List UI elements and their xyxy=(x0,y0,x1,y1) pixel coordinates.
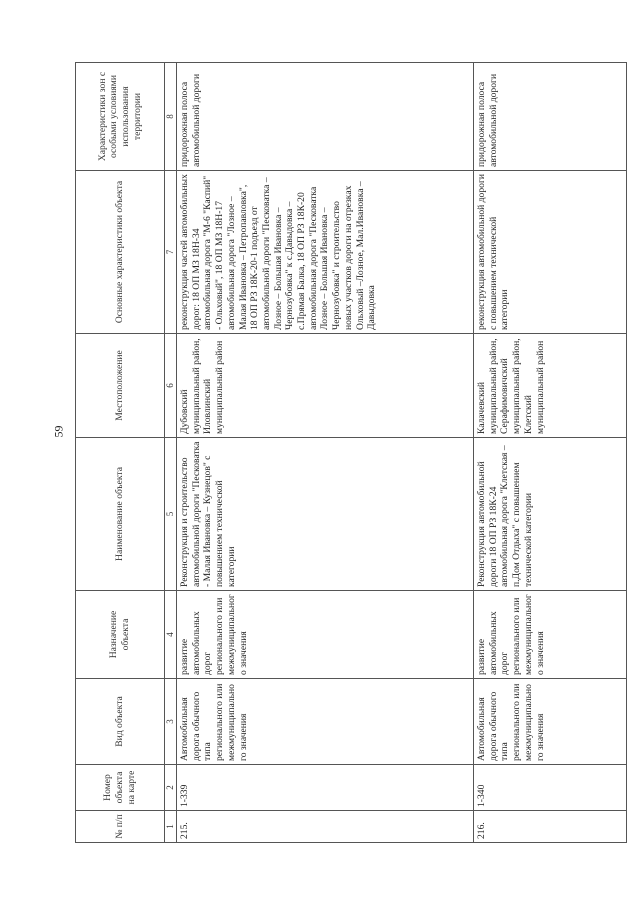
cell-type: Автомобильная дорога обычного типа регионального или межмуниципального значения xyxy=(474,679,627,765)
table-row xyxy=(177,63,474,843)
cell-name: Реконструкция и строительство автомобильной дороги "Песковатка - Малая Ивановка – Кузнецов" с повышением технической категории xyxy=(177,438,474,591)
cell-type: Автомобильная дорога обычного типа регионального или межмуниципального значения xyxy=(177,679,474,765)
cell-location: Дубовский муниципальный район, Иловлинский муниципальный район xyxy=(177,334,474,438)
header-cell-n: № п/п xyxy=(76,811,165,843)
header-cell-map-number: Номер объекта на карте xyxy=(76,765,165,811)
rotated-table-container xyxy=(75,63,612,843)
header-cell-name: Наименование объекта xyxy=(76,438,165,591)
column-number: 4 xyxy=(165,591,177,679)
header-cell-characteristics: Основные характеристики объекта xyxy=(76,171,165,334)
column-number: 1 xyxy=(165,811,177,843)
cell-n: 215. xyxy=(177,811,474,843)
column-number: 6 xyxy=(165,334,177,438)
cell-characteristics: реконструкция автомобильной дороги с повышением технической категории xyxy=(474,171,627,334)
header-cell-location: Местоположение xyxy=(76,334,165,438)
objects-table xyxy=(75,62,627,843)
cell-zones: придорожная полоса автомобильной дороги xyxy=(474,63,627,171)
cell-n: 216. xyxy=(474,811,627,843)
column-number: 8 xyxy=(165,63,177,171)
column-number: 2 xyxy=(165,765,177,811)
column-number: 5 xyxy=(165,438,177,591)
cell-map-number: 1-339 xyxy=(177,765,474,811)
cell-purpose: развитие автомобильных дорог регионального или межмуниципального значения xyxy=(474,591,627,679)
cell-characteristics: реконструкция частей автомобильных дорог: 18 ОП МЗ 18Н-34 автомобильная дорога "М-6 "Каспий" - Ольховый", 18 ОП МЗ 18Н-17 автомобильная дорога "Лозное – Малая Ивановка – Петропавловка", 18 ОП РЗ 18К-20-1 подъезд от автомобильной дороги "Песковатка – Лозное – Большая Ивановка – Чернозубовка" к с.Давыдовка – с.Прямая Балка, 18 ОП РЗ 18К-20 автомобильная дорога "Песковатка Лозное – Большая Ивановка – Чернозубовка" и строительство новых участков дороги на отрезках Ольховый –Лозное, Мал.Ивановка – Давыдовка xyxy=(177,171,474,334)
page-number: 59 xyxy=(51,425,66,438)
cell-location: Калачевский муниципальный район, Серафимовичский муниципальный район, Клетский муниципальный район xyxy=(474,334,627,438)
header-cell-zones: Характеристики зон с особыми условиями использования территории xyxy=(76,63,165,171)
cell-name: Реконструкция автомобильной дороги 18 ОП РЗ 18К-24 автомобильная дорога "Клетская – п.Дом Отдыха" с повышением технической категории xyxy=(474,438,627,591)
cell-zones: придорожная полоса автомобильной дороги xyxy=(177,63,474,171)
cell-purpose: развитие автомобильных дорог регионального или межмуниципального значения xyxy=(177,591,474,679)
column-number: 3 xyxy=(165,679,177,765)
cell-map-number: 1-340 xyxy=(474,765,627,811)
table-row xyxy=(474,63,627,843)
header-cell-type: Вид объекта xyxy=(76,679,165,765)
header-cell-purpose: Назначение объекта xyxy=(76,591,165,679)
column-number: 7 xyxy=(165,171,177,334)
